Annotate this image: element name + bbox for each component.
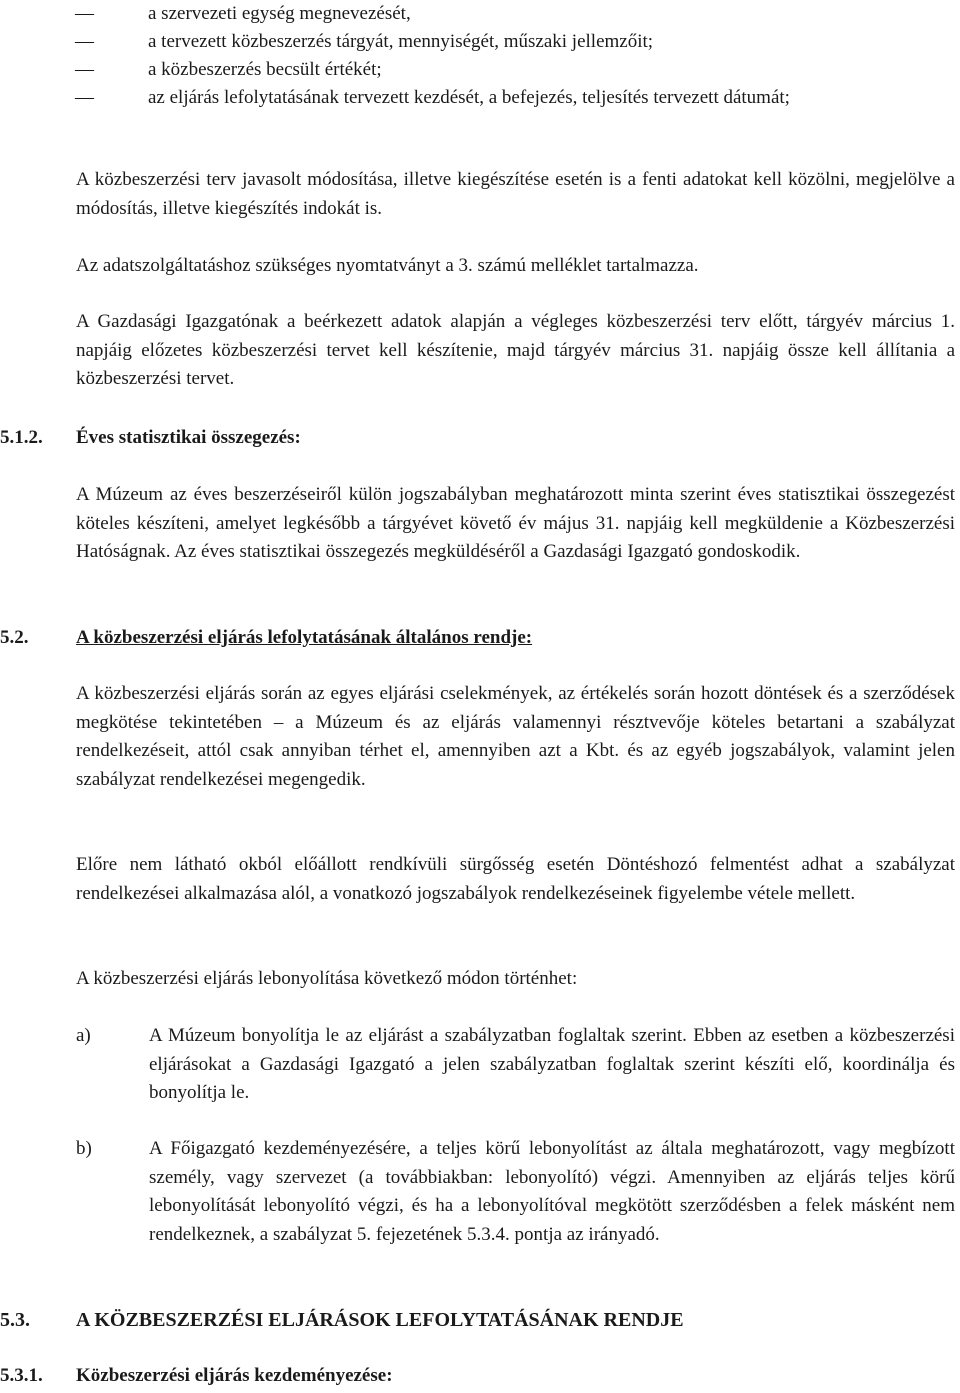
dash-list-item — [0, 56, 956, 85]
dash-item-text: a tervezett közbeszerzés tárgyát, mennyiségét, műszaki jellemzőit; — [148, 31, 654, 52]
list-item-a — [76, 1022, 955, 1108]
paragraph-procedure-modes: A közbeszerzési eljárás lebonyolítása következő módon történhet: — [76, 968, 578, 989]
section-title: Közbeszerzési eljárás kezdeményezése: — [76, 1365, 393, 1386]
dash-list-item — [0, 28, 956, 57]
dash-bullet: — — [75, 59, 94, 80]
paragraph-plan-modification: A közbeszerzési terv javasolt módosítása, illetve kiegészítése esetén is a fenti adatokat kell közölni, megjelölve a módosítás, illetve kiegészítés indokát is. — [76, 169, 955, 219]
dash-bullet: — — [75, 87, 94, 108]
dash-bullet: — — [75, 3, 94, 24]
section-number: 5.3. — [0, 1309, 30, 1331]
paragraph-form-annex: Az adatszolgáltatáshoz szükséges nyomtatványt a 3. számú melléklet tartalmazza. — [76, 255, 699, 276]
dash-list-item — [0, 84, 956, 113]
section-number: 5.1.2. — [0, 427, 43, 448]
dash-bullet: — — [75, 31, 94, 52]
section-title: Éves statisztikai összegezés: — [76, 427, 301, 448]
list-item-text: A Főigazgató kezdeményezésére, a teljes körű lebonyolítást az általa meghatározott, vagy megbízott személy, vagy szervezet (a továbbiakban: lebonyolító) végzi. Amennyiben az eljárás teljes körű lebonyolítását lebonyolító végzi, és ha a lebonyolítóval megkötött szerződésben a felek másként nem rendelkeznek, a szabályzat 5. fejezetének 5.3.4. pontja az irányadó. — [149, 1138, 955, 1245]
dash-item-text: a közbeszerzés becsült értékét; — [148, 59, 382, 80]
paragraph-general-order: A közbeszerzési eljárás során az egyes eljárási cselekmények, az értékelés során hozott döntések és a szerződések megkötése tekintetében – a Múzeum és az eljárás valamennyi résztvevője köteles betartani a szabályzat rendelkezéseit, attól csak annyiban térhet el, amennyiben azt a Kbt. és az egyéb jogszabályok, valamint jelen szabályzat rendelkezései megengedik. — [76, 683, 955, 790]
list-marker: b) — [76, 1138, 92, 1159]
dash-item-text: az eljárás lefolytatásának tervezett kezdését, a befejezés, teljesítés tervezett dátumát; — [148, 87, 790, 108]
dash-item-text: a szervezeti egység megnevezését, — [148, 3, 411, 24]
paragraph-annual-summary: A Múzeum az éves beszerzéseiről külön jogszabályban meghatározott minta szerint éves statisztikai összegezést köteles készíteni, amelyet legkésőbb a tárgyévet követő év május 31. napjáig kell megküldenie a Közbeszerzési Hatóságnak. Az éves statisztikai összegezés megküldéséről a Gazdasági Igazgató gondoskodik. — [76, 484, 955, 562]
section-number: 5.2. — [0, 627, 29, 648]
list-marker: a) — [76, 1025, 91, 1046]
section-number: 5.3.1. — [0, 1365, 43, 1386]
list-item-text: A Múzeum bonyolítja le az eljárást a szabályzatban foglaltak szerint. Ebben az esetben a közbeszerzési eljárásokat a Gazdasági Igazgató a jelen szabályzatban foglaltak szerint készíti elő, koordinálja és bonyolítja le. — [149, 1025, 955, 1103]
paragraph-plan-deadlines: A Gazdasági Igazgatónak a beérkezett adatok alapján a végleges közbeszerzési terv előtt, tárgyév március 1. napjáig előzetes közbeszerzési tervet kell készítenie, majd tárgyév március 31. napjáig össze kell állítania a közbeszerzési tervet. — [76, 311, 955, 389]
dash-list-item — [0, 0, 956, 29]
section-title: A közbeszerzési eljárás lefolytatásának általános rendje: — [76, 627, 533, 648]
list-item-b — [76, 1135, 955, 1249]
paragraph-urgency: Előre nem látható okból előállott rendkívüli sürgősség esetén Döntéshozó felmentést adhat a szabályzat rendelkezései alkalmazása alól, a vonatkozó jogszabályok rendelkezéseinek figyelembe vétele mellett. — [76, 854, 955, 904]
section-title: A KÖZBESZERZÉSI ELJÁRÁSOK LEFOLYTATÁSÁNAK RENDJE — [76, 1309, 684, 1331]
